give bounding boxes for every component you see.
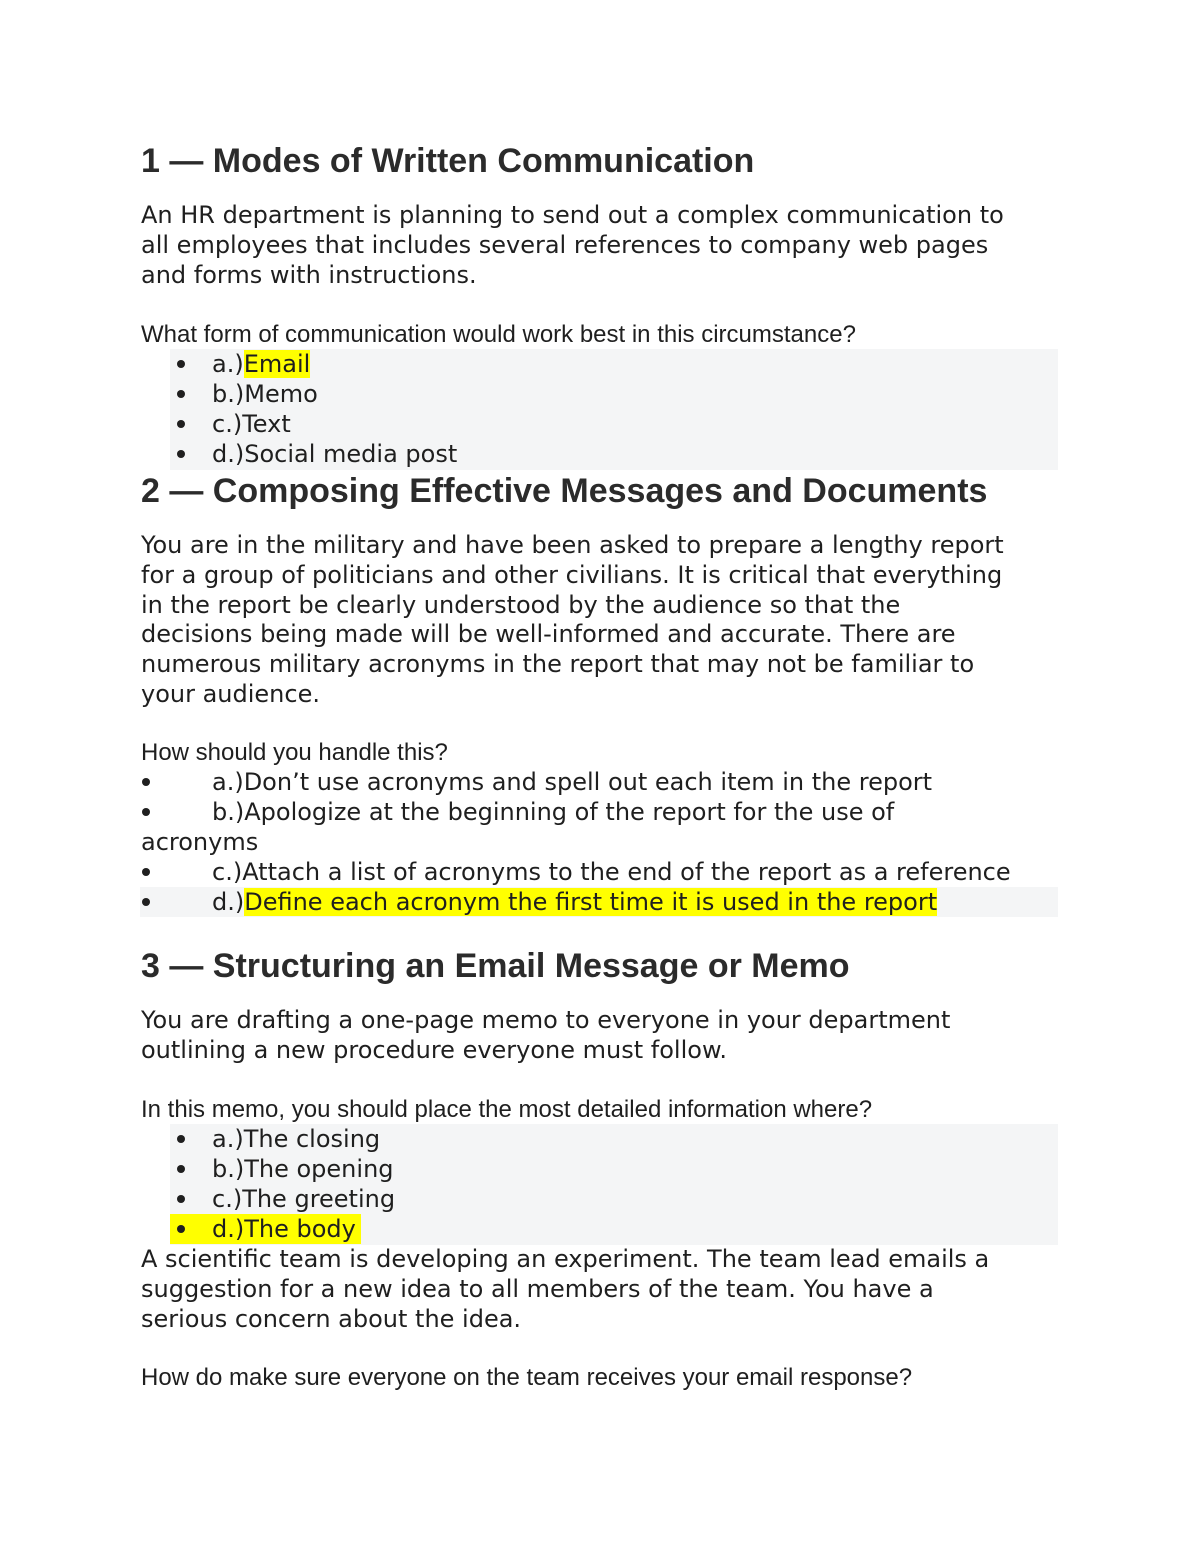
section-3-option-b: b.)The opening bbox=[212, 1155, 394, 1183]
bullet-icon bbox=[177, 1225, 185, 1233]
section-4-paragraph-line: A scientific team is developing an experiment. The team lead emails a bbox=[141, 1245, 990, 1273]
section-2-option-c: c.)Attach a list of acronyms to the end of the report as a reference bbox=[212, 858, 1011, 886]
section-1-option-a: a.)Email bbox=[212, 350, 311, 378]
bullet-icon bbox=[142, 868, 150, 876]
section-3-paragraph-line: You are drafting a one-page memo to everyone in your department bbox=[141, 1006, 951, 1034]
section-1-heading: 1 — Modes of Written Communication bbox=[141, 142, 755, 180]
section-4-question: How do make sure everyone on the team receives your email response? bbox=[141, 1364, 913, 1391]
bullet-icon bbox=[177, 360, 185, 368]
section-3-question: In this memo, you should place the most detailed information where? bbox=[141, 1096, 873, 1123]
section-1-paragraph-line: and forms with instructions. bbox=[141, 261, 477, 289]
bullet-icon bbox=[177, 390, 185, 398]
section-3-option-a: a.)The closing bbox=[212, 1125, 381, 1153]
section-3-option-c: c.)The greeting bbox=[212, 1185, 396, 1213]
section-2-option-d: d.)Define each acronym the first time it is used in the report bbox=[212, 888, 938, 916]
section-1-paragraph-line: all employees that includes several references to company web pages bbox=[141, 231, 989, 259]
bullet-icon bbox=[177, 1165, 185, 1173]
section-2-option-b-continuation: acronyms bbox=[141, 828, 259, 856]
section-4-paragraph-line: suggestion for a new idea to all members of the team. You have a bbox=[141, 1275, 934, 1303]
section-1-option-d: d.)Social media post bbox=[212, 440, 458, 468]
section-1-question: What form of communication would work best in this circumstance? bbox=[141, 321, 856, 348]
bullet-icon bbox=[177, 450, 185, 458]
section-2-paragraph-line: your audience. bbox=[141, 680, 320, 708]
section-2-option-a: a.)Don’t use acronyms and spell out each item in the report bbox=[212, 768, 933, 796]
section-3-option-d: d.)The body bbox=[212, 1215, 356, 1243]
section-1-paragraph-line: An HR department is planning to send out a complex communication to bbox=[141, 201, 1004, 229]
section-2-paragraph-line: decisions being made will be well-informed and accurate. There are bbox=[141, 620, 956, 648]
section-2-paragraph-line: in the report be clearly understood by the audience so that the bbox=[141, 591, 901, 619]
section-2-paragraph-line: You are in the military and have been asked to prepare a lengthy report bbox=[141, 531, 1004, 559]
bullet-icon bbox=[142, 898, 150, 906]
section-4-paragraph-line: serious concern about the idea. bbox=[141, 1305, 522, 1333]
section-1-option-c: c.)Text bbox=[212, 410, 291, 438]
section-2-option-b: b.)Apologize at the beginning of the report for the use of bbox=[212, 798, 895, 826]
bullet-icon bbox=[177, 1195, 185, 1203]
section-2-heading: 2 — Composing Effective Messages and Documents bbox=[141, 472, 988, 510]
bullet-icon bbox=[177, 420, 185, 428]
section-3-paragraph-line: outlining a new procedure everyone must follow. bbox=[141, 1036, 727, 1064]
section-2-paragraph-line: numerous military acronyms in the report that may not be familiar to bbox=[141, 650, 975, 678]
section-1-option-b: b.)Memo bbox=[212, 380, 318, 408]
section-3-heading: 3 — Structuring an Email Message or Memo bbox=[141, 947, 850, 985]
section-2-paragraph-line: for a group of politicians and other civilians. It is critical that everything bbox=[141, 561, 1003, 589]
section-2-question: How should you handle this? bbox=[141, 739, 448, 766]
bullet-icon bbox=[142, 778, 150, 786]
bullet-icon bbox=[177, 1135, 185, 1143]
bullet-icon bbox=[142, 808, 150, 816]
